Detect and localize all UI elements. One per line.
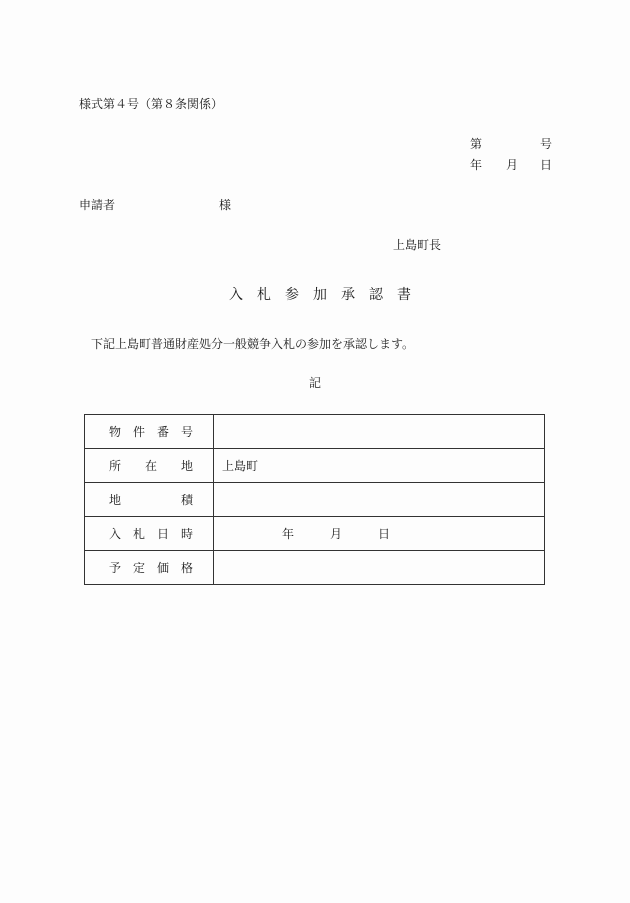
- table-row: [85, 483, 545, 517]
- doc-number-go: 号: [540, 137, 553, 151]
- table-row: [85, 517, 545, 551]
- row-label-property-number: 物 件 番 号: [85, 415, 214, 449]
- row-value-bid-datetime: 年 月 日: [214, 517, 545, 551]
- row-value-area: [214, 483, 545, 517]
- row-label-planned-price: 予 定 価 格: [85, 551, 214, 585]
- details-table: [84, 414, 545, 585]
- doc-number-dai: 第: [470, 137, 483, 151]
- document-title: 入 札 参 加 承 認 書: [229, 287, 411, 303]
- row-value-property-number: [214, 415, 545, 449]
- issuer-name: 上島町長: [393, 238, 442, 252]
- date-year: 年: [470, 158, 483, 172]
- row-label-bid-datetime: 入 札 日 時: [85, 517, 214, 551]
- body-text: 下記上島町普通財産処分一般競争入札の参加を承認します。: [91, 337, 415, 351]
- row-value-planned-price: [214, 551, 545, 585]
- table-row: [85, 551, 545, 585]
- row-value-location: 上島町: [214, 449, 545, 483]
- applicant-honorific: 様: [219, 198, 232, 212]
- form-number: 様式第４号（第８条関係）: [79, 97, 224, 111]
- row-label-area: 地 積: [85, 483, 214, 517]
- date-day: 日: [540, 158, 553, 172]
- table-row: [85, 449, 545, 483]
- applicant-label: 申請者: [79, 198, 116, 212]
- date-month: 月: [506, 158, 519, 172]
- table-row: [85, 415, 545, 449]
- row-label-location: 所 在 地: [85, 449, 214, 483]
- ki-heading: 記: [309, 376, 322, 390]
